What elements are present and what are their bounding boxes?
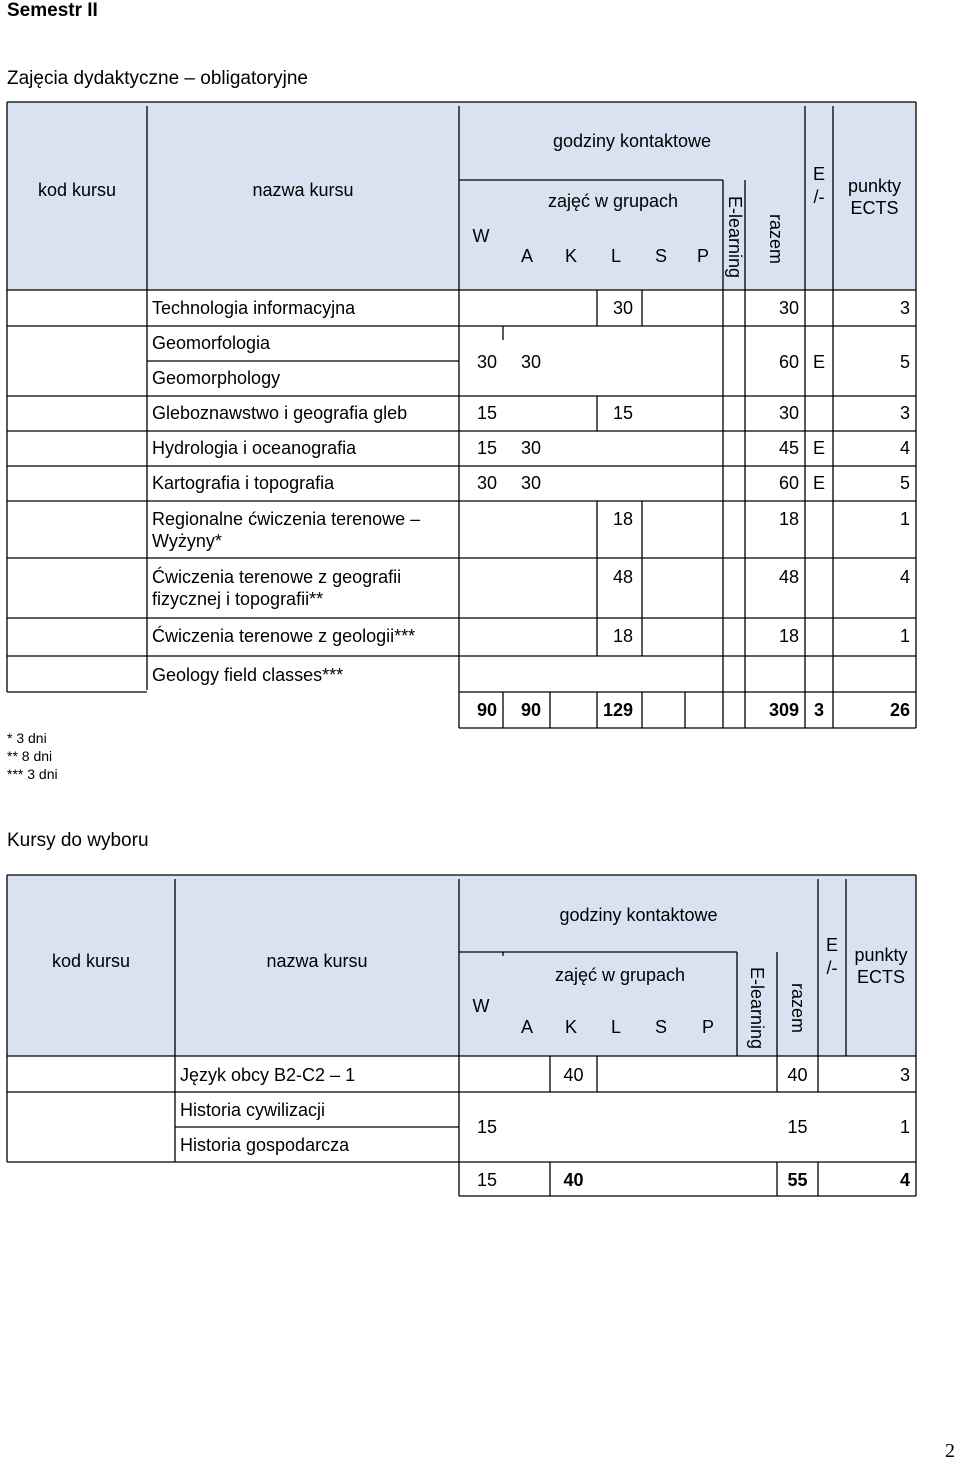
section-obligatory-title: Zajęcia dydaktyczne – obligatoryjne [7,68,309,89]
cell-ects: 4 [899,438,910,458]
cell-l: 18 [612,509,633,529]
header-w: W [472,226,490,246]
header-a: A [520,1017,533,1037]
course-name: Geomorfologia [152,333,271,353]
header-punkty: punkty [854,945,908,965]
header-nazwa-kursu: nazwa kursu [266,951,368,971]
total-razem: 55 [787,1170,808,1190]
header-p: P [696,246,709,266]
footnote-1: * 3 dni [7,730,47,746]
header-w: W [472,996,490,1016]
course-name-en: Geology field classes*** [152,665,344,685]
header-elearning: E-learning [747,966,767,1050]
cell-razem: 45 [778,438,799,458]
cell-razem: 60 [778,352,799,372]
cell-razem: 48 [778,567,799,587]
cell-a: 30 [521,473,542,493]
course-name-line2: fizycznej i topografii** [152,589,324,609]
page-number: 2 [945,1440,955,1462]
course-name: Historia cywilizacji [180,1100,326,1120]
header-razem: razem [766,213,786,264]
header-k: K [564,1017,577,1037]
total-w: 90 [477,700,498,720]
header-p: P [701,1017,714,1037]
cell-razem: 15 [787,1117,808,1137]
total-a: 90 [521,700,542,720]
header-razem: razem [788,982,808,1033]
header-e: E [825,935,838,955]
header-zajec-w-grupach: zajęć w grupach [554,965,686,985]
course-name: Technologia informacyjna [152,298,356,318]
cell-ects: 5 [899,352,910,372]
header-kod-kursu: kod kursu [37,180,117,200]
course-name: Język obcy B2-C2 – 1 [180,1065,356,1085]
course-name: Hydrologia i oceanografia [152,438,357,458]
cell-ects: 3 [899,298,910,318]
total-ects: 26 [889,700,910,720]
header-s: S [654,246,667,266]
cell-e: E [812,473,825,493]
header-s: S [654,1017,667,1037]
header-kod-kursu: kod kursu [51,951,131,971]
header-ects: ECTS [850,198,899,218]
cell-razem: 18 [778,509,799,529]
header-l: L [610,1017,621,1037]
cell-ects: 4 [899,567,910,587]
header-nazwa-kursu: nazwa kursu [252,180,354,200]
course-name: Ćwiczenia terenowe z geografii [152,567,402,587]
cell-a: 30 [521,352,542,372]
header-e-slash: /- [826,958,838,978]
course-name: Regionalne ćwiczenia terenowe – [152,509,421,529]
course-name: Gleboznawstwo i geografia gleb [152,403,408,423]
header-godziny-kontaktowe: godziny kontaktowe [559,905,718,925]
cell-razem: 30 [778,403,799,423]
cell-ects: 3 [899,1065,910,1085]
footnote-2: ** 8 dni [7,748,53,764]
cell-e: E [812,438,825,458]
cell-ects: 3 [899,403,910,423]
total-ects: 4 [899,1170,910,1190]
cell-l: 30 [612,298,633,318]
course-name: Kartografia i topografia [152,473,335,493]
header-a: A [520,246,533,266]
cell-l: 48 [612,567,633,587]
footnote-3: *** 3 dni [7,766,58,782]
total-e: 3 [813,700,824,720]
cell-a: 40 [563,1065,584,1085]
cell-a: 30 [521,438,542,458]
total-l: 129 [602,700,633,720]
cell-razem: 30 [778,298,799,318]
header-elearning: E-learning [725,195,745,279]
header-e-slash: /- [813,187,825,207]
total-a: 40 [563,1170,584,1190]
total-w: 15 [477,1170,498,1190]
cell-w: 15 [477,438,498,458]
cell-razem: 18 [778,626,799,646]
cell-razem: 60 [778,473,799,493]
course-name-en: Geomorphology [152,368,281,388]
cell-razem: 40 [787,1065,808,1085]
course-name: Ćwiczenia terenowe z geologii*** [152,626,416,646]
header-zajec-w-grupach: zajęć w grupach [547,191,679,211]
header-k: K [564,246,577,266]
cell-e: E [812,352,825,372]
cell-l: 15 [612,403,633,423]
header-e: E [812,164,825,184]
cell-l: 18 [612,626,633,646]
header-l: L [610,246,621,266]
header-punkty: punkty [847,176,902,196]
cell-w: 30 [477,473,498,493]
cell-w: 15 [477,1117,498,1137]
total-razem: 309 [768,700,799,720]
cell-w: 15 [477,403,498,423]
course-name-alt: Historia gospodarcza [180,1135,350,1155]
header-ects: ECTS [856,967,905,987]
cell-w: 30 [477,352,498,372]
course-name-line2: Wyżyny* [152,531,222,551]
cell-ects: 1 [899,1117,910,1137]
cell-ects: 1 [899,626,910,646]
semester-title: Semestr II [7,0,98,21]
cell-ects: 5 [899,473,910,493]
cell-ects: 1 [899,509,910,529]
header-godziny-kontaktowe: godziny kontaktowe [552,131,712,151]
section-elective-title: Kursy do wyboru [7,830,149,851]
